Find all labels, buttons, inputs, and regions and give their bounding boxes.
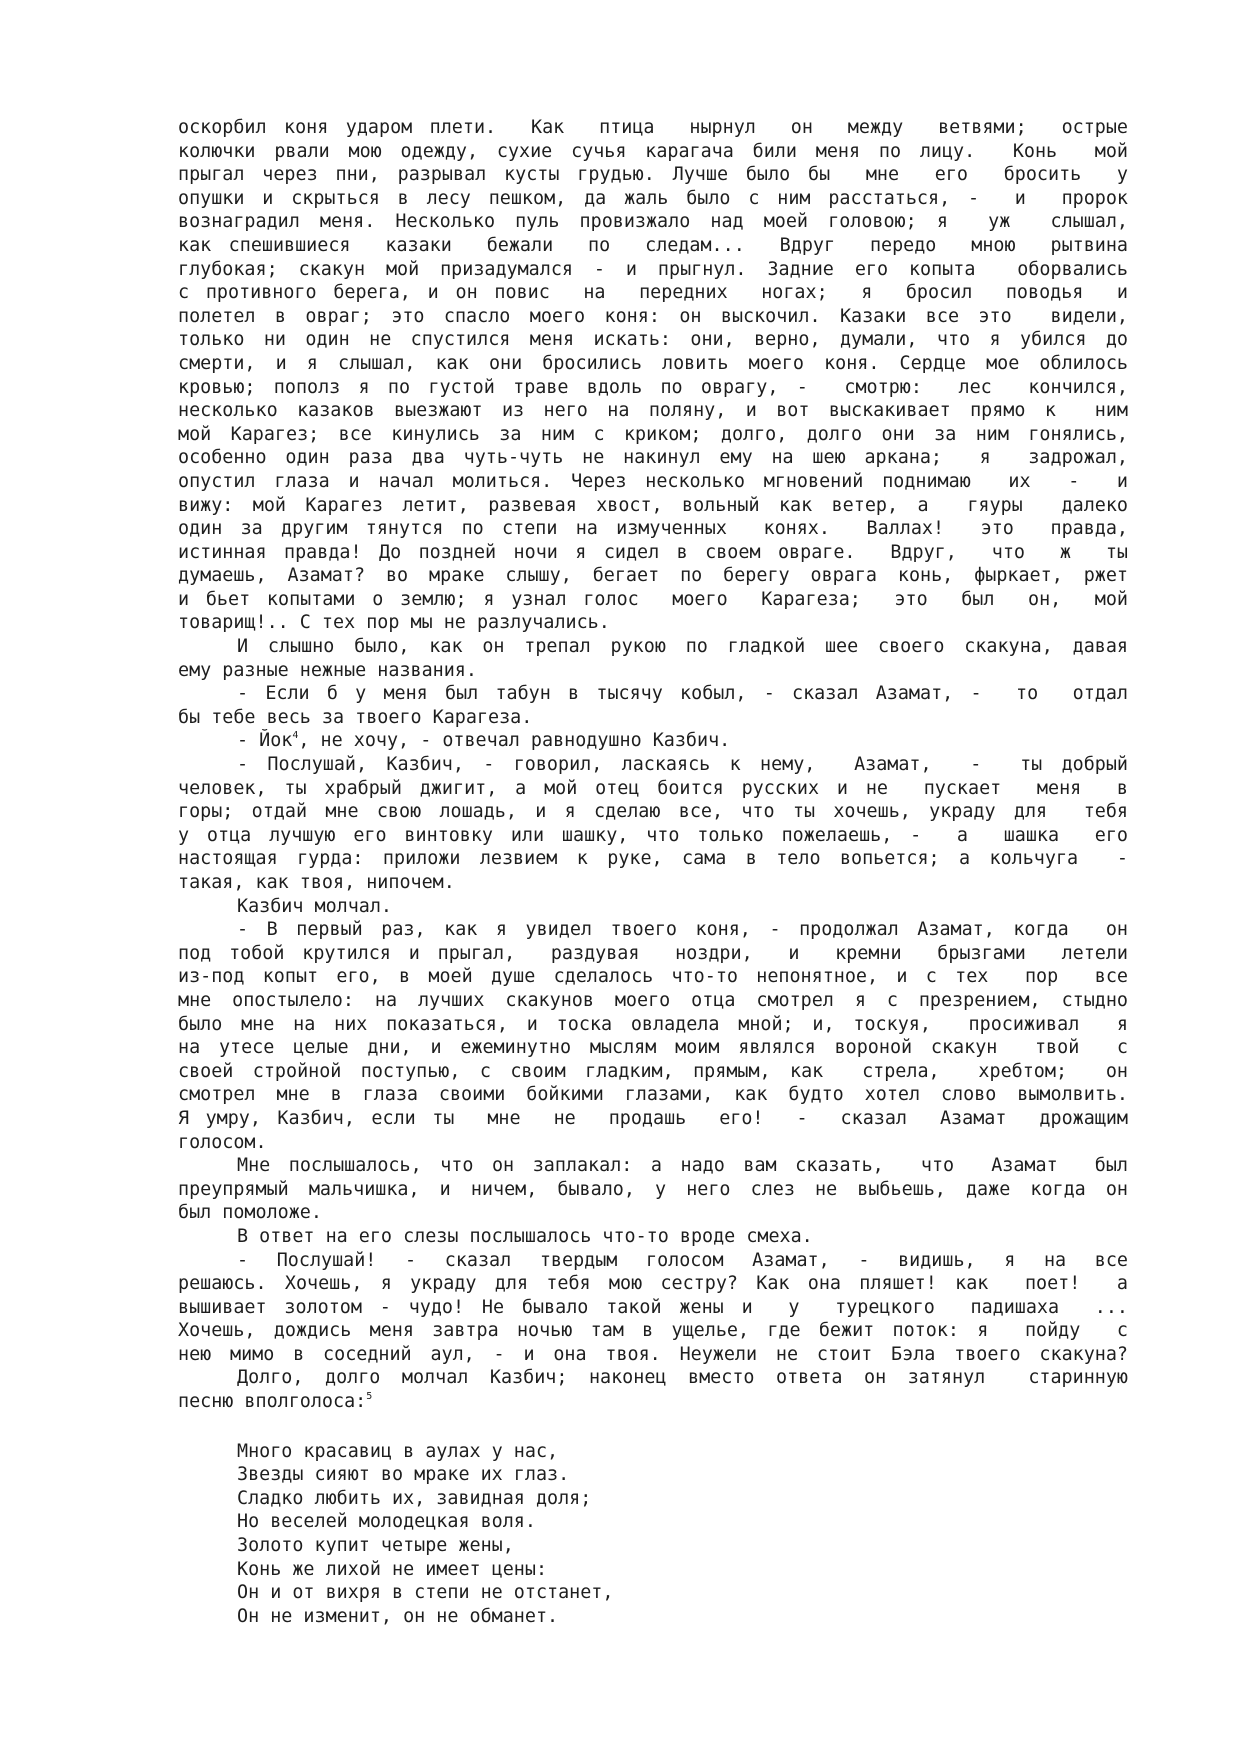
footnote-marker: 4	[292, 730, 299, 742]
text-line: один за другим тянутся по степи на измученных конях. Валлах! это правда,	[178, 518, 1128, 540]
text-line: думаешь, Азамат? во мраке слышу, бегает по берегу оврага конь, фыркает, ржет	[178, 565, 1128, 587]
text-line: прыгал через пни, разрывал кусты грудью. Лучше было бы мне его бросить у	[178, 164, 1128, 186]
text-line: песню вполголоса:$^5$	[178, 1391, 373, 1413]
verse-line: Он и от вихря в степи не отстанет,	[237, 1582, 614, 1604]
text-line: нею мимо в соседний аул, - и она твоя. Неужели не стоит Бэла твоего скакуна?	[178, 1343, 1128, 1365]
text-line: И слышно было, как он трепал рукою по гладкой шее своего скакуна, давая	[237, 636, 1128, 658]
text-line: полетел в овраг; это спасло моего коня: он выскочил. Казаки все это видели,	[178, 305, 1128, 327]
text-line: ему разные нежные названия.	[178, 659, 477, 681]
text-line: - Послушай, Казбич, - говорил, ласкаясь к нему, Азамат, - ты добрый	[237, 754, 1128, 776]
verse-line: Но веселей молодецкая воля.	[237, 1511, 536, 1533]
text-line: было мне на них показаться, и тоска овладела мной; и, тоскуя, просиживал я	[178, 1013, 1128, 1035]
prose-text	[178, 116, 1128, 1628]
text-line: - Послушай! - сказал твердым голосом Азамат, - видишь, я на все	[237, 1249, 1128, 1271]
text-line: решаюсь. Хочешь, я украду для тебя мою сестру? Как она пляшет! как поет! а	[178, 1273, 1128, 1295]
text-line: своей стройной поступью, с своим гладким, прямым, как стрела, хребтом; он	[178, 1060, 1128, 1082]
verse-line: Золото купит четыре жены,	[237, 1535, 514, 1557]
text-line: - В первый раз, как я увидел твоего коня, - продолжал Азамат, когда он	[237, 919, 1128, 941]
text-line: опустил глаза и начал молиться. Через несколько мгновений поднимаю их - и	[178, 470, 1128, 492]
text-line: настоящая гурда: приложи лезвием к руке, сама в тело вопьется; а кольчуга -	[178, 848, 1128, 870]
verse-line: Сладко любить их, завидная доля;	[237, 1487, 592, 1509]
text-line: мой Карагез; все кинулись за ним с криком; долго, долго они за ним гонялись,	[178, 423, 1128, 445]
verse-line: Конь же лихой не имеет цены:	[237, 1558, 548, 1580]
text-line: мне опостылело: на лучших скакунов моего отца смотрел я с презрением, стыдно	[178, 989, 1128, 1011]
text-line: такая, как твоя, нипочем.	[178, 872, 455, 893]
text-line: вижу: мой Карагез летит, развевая хвост, вольный как ветер, а гяуры далеко	[178, 494, 1128, 516]
text-line: и бьет копытами о землю; я узнал голос моего Карагеза; это был он, мой	[178, 588, 1128, 610]
text-line: глубокая; скакун мой призадумался - и прыгнул. Задние его копыта оборвались	[178, 258, 1128, 280]
text-line: товарищ!.. С тех пор мы не разлучались.	[178, 612, 610, 634]
text-line: особенно один раза два чуть-чуть не накинул ему на шею аркана; я задрожал,	[178, 447, 1128, 469]
text-line: горы; отдай мне свою лошадь, и я сделаю все, что ты хочешь, украду для тебя	[178, 801, 1128, 823]
verse-line: Звезды сияют во мраке их глаз.	[237, 1464, 570, 1486]
text-line: - Если б у меня был табун в тысячу кобыл, - сказал Азамат, - то отдал	[237, 683, 1128, 705]
text-line: был помоложе.	[178, 1202, 322, 1224]
text-line: под тобой крутился и прыгал, раздувая ноздри, и кремни брызгами летели	[178, 942, 1128, 964]
text-line: смотрел мне в глаза своими бойкими глазами, как будто хотел слово вымолвить.	[178, 1084, 1128, 1106]
text-line: из-под копыт его, в моей душе сделалось что-то непонятное, и с тех пор все	[178, 966, 1128, 988]
text-line: Хочешь, дождись меня завтра ночью там в ущелье, где бежит поток: я пойду с	[178, 1320, 1128, 1342]
text-line: - Йок$^4$, не хочу, - отвечал равнодушно Казбич.	[237, 730, 731, 752]
text-line: вознаградил меня. Несколько пуль провизжало над моей головою; я уж слышал,	[178, 211, 1128, 233]
text-line: оскорбил коня ударом плети. Как птица нырнул он между ветвями; острые	[178, 117, 1128, 138]
text-line: Мне послышалось, что он заплакал: а надо вам сказать, что Азамат был	[237, 1155, 1128, 1177]
text-line: Я умру, Казбич, если ты мне не продашь его! - сказал Азамат дрожащим	[178, 1107, 1128, 1129]
text-line: опушки и скрыться в лесу пешком, да жаль было с ним расстаться, - и пророк	[178, 187, 1128, 209]
text-line: кровью; пополз я по густой траве вдоль по оврагу, - смотрю: лес кончился,	[178, 376, 1128, 398]
text-line: Долго, долго молчал Казбич; наконец вместо ответа он затянул старинную	[237, 1367, 1128, 1389]
text-line: как спешившиеся казаки бежали по следам... Вдруг передо мною рытвина	[178, 234, 1128, 256]
text-line: Казбич молчал.	[237, 895, 393, 917]
text-line: В ответ на его слезы послышалось что-то вроде смеха.	[237, 1225, 813, 1247]
text-line: вышивает золотом - чудо! Не бывало такой жены и у турецкого падишаха ...	[178, 1296, 1128, 1318]
text-line: с противного берега, и он повис на передних ногах; я бросил поводья и	[178, 282, 1128, 304]
text-line: преупрямый мальчишка, и ничем, бывало, у него слез не выбьешь, даже когда он	[178, 1178, 1128, 1200]
text-line: только ни один не спустился меня искать: они, верно, думали, что я убился до	[178, 329, 1128, 351]
text-line: голосом.	[178, 1131, 267, 1153]
verse-line: Он не изменит, он не обманет.	[237, 1605, 559, 1627]
text-line: истинная правда! До поздней ночи я сидел в своем овраге. Вдруг, что ж ты	[178, 541, 1128, 563]
text-line: колючки рвали мою одежду, сухие сучья карагача били меня по лицу. Конь мой	[178, 140, 1128, 162]
text-line: на утесе целые дни, и ежеминутно мыслям моим являлся вороной скакун твой с	[178, 1037, 1128, 1059]
text-line: смерти, и я слышал, как они бросились ловить моего коня. Сердце мое облилось	[178, 352, 1128, 374]
verse-spacer	[178, 1414, 1128, 1440]
footnote-marker: 5	[366, 1391, 373, 1403]
text-line: бы тебе весь за твоего Карагеза.	[178, 706, 533, 728]
text-line: человек, ты храбрый джигит, а мой отец боится русских и не пускает меня в	[178, 777, 1128, 799]
text-line: несколько казаков выезжают из него на поляну, и вот выскакивает прямо к ним	[178, 400, 1128, 422]
verse-line: Много красавиц в аулах у нас,	[237, 1440, 559, 1462]
text-line: у отца лучшую его винтовку или шашку, что только пожелаешь, - а шашка его	[178, 824, 1128, 846]
